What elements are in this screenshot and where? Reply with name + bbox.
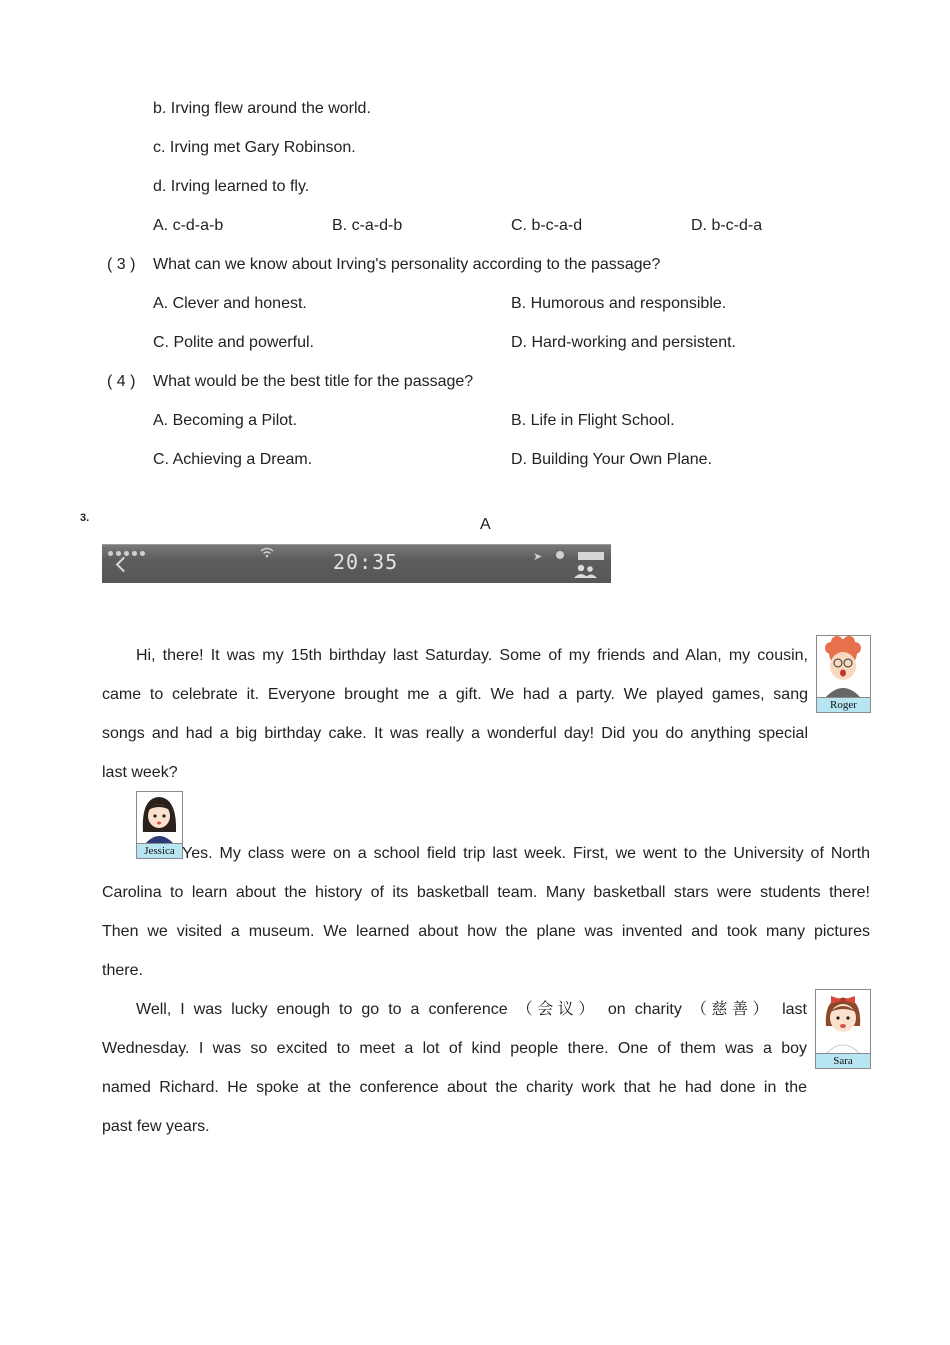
roger-post (102, 636, 808, 792)
option-b: b. Irving flew around the world. (153, 100, 371, 117)
roger-avatar-icon (817, 636, 870, 698)
q3-choice-c: C. Polite and powerful. (153, 334, 314, 351)
q4-choice-c: C. Achieving a Dream. (153, 451, 313, 468)
option-c: c. Irving met Gary Robinson. (153, 139, 356, 156)
q3-choice-a: A. Clever and honest. (153, 295, 307, 312)
jessica-post (102, 834, 870, 990)
q4-choice-d: D. Building Your Own Plane. (511, 451, 713, 468)
avatar-name-jessica: Jessica (137, 843, 182, 858)
q3-number: ( 3 ) (107, 256, 136, 273)
roger-line: songs and had a big birthday cake. It was really a wonderful day! Did you do anything special (102, 725, 808, 742)
option-d: d. Irving learned to fly. (153, 178, 310, 195)
q3-choice-b: B. Humorous and responsible. (511, 295, 727, 312)
avatar-name-roger: Roger (817, 697, 870, 712)
jessica-line: there. (102, 962, 143, 979)
sara-line: Wednesday. I was so excited to meet a lot of kind people there. One of them was a boy (102, 1040, 807, 1057)
roger-line: last week? (102, 764, 178, 781)
sara-line: past few years. (102, 1118, 210, 1135)
alarm-icon (556, 551, 564, 559)
roger-line: Hi, there! It was my 15th birthday last Saturday. Some of my friends and Alan, my cousin, (136, 647, 808, 664)
battery-icon (578, 552, 604, 560)
contacts-icon (572, 564, 600, 582)
sara-avatar-icon (816, 990, 870, 1054)
status-time: 20:35 (333, 550, 399, 574)
q2-choice-b: B. c-a-d-b (332, 217, 403, 234)
sara-post (102, 990, 807, 1146)
avatar (816, 635, 871, 713)
q4-number: ( 4 ) (107, 373, 136, 390)
q4-choice-a: A. Becoming a Pilot. (153, 412, 298, 429)
jessica-line: Carolina to learn about the history of its basketball team. Many basketball stars were students there! (102, 884, 870, 901)
wifi-icon (260, 546, 274, 561)
avatar (815, 989, 871, 1069)
section-number: 3. (80, 512, 90, 524)
signal-dots-icon (108, 551, 145, 556)
jessica-line: Yes. My class were on a school field trip last week. First, we went to the University of North (182, 845, 870, 862)
section-label: A (480, 516, 491, 533)
q3-question: What can we know about Irving's personality according to the passage? (153, 256, 661, 273)
sara-line: named Richard. He spoke at the conference about the charity work that he had done in the (102, 1079, 807, 1096)
q2-choice-c: C. b-c-a-d (511, 217, 583, 234)
avatar-name-sara: Sara (816, 1053, 870, 1068)
location-icon: ➤ (533, 551, 543, 563)
q3-choice-d: D. Hard-working and persistent. (511, 334, 736, 351)
q4-choice-b: B. Life in Flight School. (511, 412, 675, 429)
roger-line: came to celebrate it. Everyone brought me a gift. We had a party. We played games, sang (102, 686, 808, 703)
q2-choice-a: A. c-d-a-b (153, 217, 224, 234)
q2-choice-d: D. b-c-d-a (691, 217, 763, 234)
phone-status-bar (102, 544, 611, 583)
jessica-line: Then we visited a museum. We learned about how the plane was invented and took many pictures (102, 923, 870, 940)
sara-line: Well, I was lucky enough to go to a conference （会议） on charity （慈善） last (136, 1001, 807, 1018)
q4-question: What would be the best title for the passage? (153, 373, 474, 390)
back-arrow-icon (116, 557, 132, 573)
